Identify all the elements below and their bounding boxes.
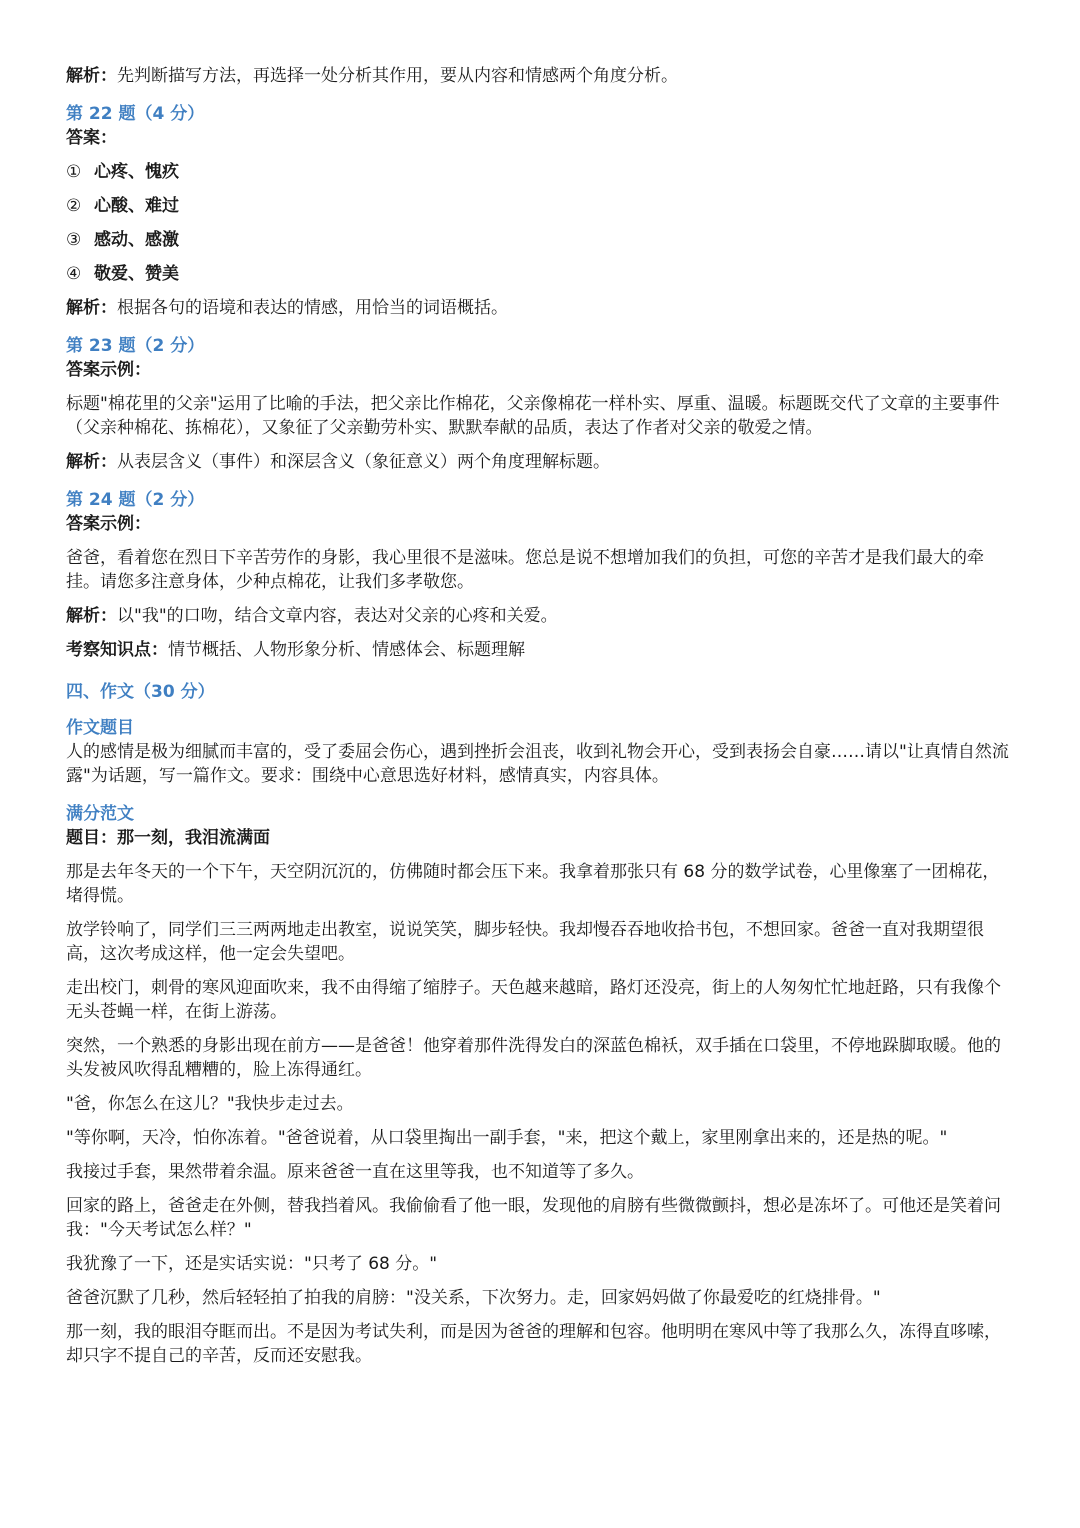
q22-item <box>66 262 1014 286</box>
q23-answer-text: 标题"棉花里的父亲"运用了比喻的手法，把父亲比作棉花，父亲像棉花一样朴实、厚重、温暖。标题既交代了文章的主要事件（父亲种棉花、拣棉花），又象征了父亲勤劳朴实、默默奉献的品质，表达了作者对父亲的敬爱之情。 <box>66 394 1000 438</box>
item-text: 心酸、难过 <box>94 196 179 216</box>
essay-paragraph: "爸，你怎么在这儿？"我快步走过去。 <box>66 1094 354 1114</box>
knowledge-text: 情节概括、人物形象分析、情感体会、标题理解 <box>168 640 525 660</box>
item-text: 心疼、愧疚 <box>94 162 179 182</box>
essay-paragraph: 爸爸沉默了几秒，然后轻轻拍了拍我的肩膀："没关系，下次努力。走，回家妈妈做了你最爱吃的红烧排骨。" <box>66 1288 881 1308</box>
essay-paragraph: 那一刻，我的眼泪夺眶而出。不是因为考试失利，而是因为爸爸的理解和包容。他明明在寒风中等了我那么久，冻得直哆嗦，却只字不提自己的辛苦，反而还安慰我。 <box>66 1322 1001 1366</box>
q23-analysis <box>66 450 1014 474</box>
essay-paragraph: "等你啊，天冷，怕你冻着。"爸爸说着，从口袋里掏出一副手套，"来，把这个戴上，家里刚拿出来的，还是热的呢。" <box>66 1128 948 1148</box>
q22-item <box>66 160 1014 184</box>
item-text: 敬爱、赞美 <box>94 264 179 284</box>
analysis-label: 解析： <box>66 452 117 472</box>
analysis-label: 解析： <box>66 606 117 626</box>
essay-paragraph: 突然，一个熟悉的身影出现在前方——是爸爸！他穿着那件洗得发白的深蓝色棉袄，双手插在口袋里，不停地跺脚取暖。他的头发被风吹得乱糟糟的，脸上冻得通红。 <box>66 1036 1001 1080</box>
q24-knowledge-points <box>66 638 1014 662</box>
analysis-label: 解析： <box>66 66 117 86</box>
q22-heading: 第 22 题（4 分） <box>66 104 205 124</box>
essay-paragraph: 放学铃响了，同学们三三两两地走出教室，说说笑笑，脚步轻快。我却慢吞吞地收拾书包，不想回家。爸爸一直对我期望很高，这次考成这样，他一定会失望吧。 <box>66 920 984 964</box>
item-number: ② <box>66 196 82 216</box>
analysis-label: 解析： <box>66 298 117 318</box>
item-number: ① <box>66 162 82 182</box>
essay-paragraph: 我犹豫了一下，还是实话实说："只考了 68 分。" <box>66 1254 438 1274</box>
item-number: ④ <box>66 264 82 284</box>
q24-analysis <box>66 604 1014 628</box>
essay-prompt-heading: 作文题目 <box>66 718 134 738</box>
model-essay-title: 题目：那一刻，我泪流满面 <box>66 828 270 848</box>
q22-answer-label: 答案： <box>66 128 117 148</box>
item-text: 感动、感激 <box>94 230 179 250</box>
essay-paragraph: 那是去年冬天的一个下午，天空阴沉沉的，仿佛随时都会压下来。我拿着那张只有 68 分的数学试卷，心里像塞了一团棉花，堵得慌。 <box>66 862 1000 906</box>
essay-paragraph: 走出校门，刺骨的寒风迎面吹来，我不由得缩了缩脖子。天色越来越暗，路灯还没亮，街上的人匆匆忙忙地赶路，只有我像个无头苍蝇一样，在街上游荡。 <box>66 978 1001 1022</box>
q23-heading: 第 23 题（2 分） <box>66 336 205 356</box>
q24-answer-label: 答案示例： <box>66 514 151 534</box>
analysis-text: 根据各句的语境和表达的情感，用恰当的词语概括。 <box>117 298 508 318</box>
essay-paragraph: 我接过手套，果然带着余温。原来爸爸一直在这里等我，也不知道等了多久。 <box>66 1162 644 1182</box>
q23-answer-label: 答案示例： <box>66 360 151 380</box>
q22-item <box>66 228 1014 252</box>
model-essay-heading: 满分范文 <box>66 804 134 824</box>
item-number: ③ <box>66 230 82 250</box>
essay-prompt-text: 人的感情是极为细腻而丰富的，受了委屈会伤心，遇到挫折会沮丧，收到礼物会开心，受到表扬会自豪……请以"让真情自然流露"为话题，写一篇作文。要求：围绕中心意思选好材料，感情真实，内容具体。 <box>66 742 1009 786</box>
q22-item <box>66 194 1014 218</box>
q22-analysis <box>66 296 1014 320</box>
q24-heading: 第 24 题（2 分） <box>66 490 205 510</box>
q24-answer-text: 爸爸，看着您在烈日下辛苦劳作的身影，我心里很不是滋味。您总是说不想增加我们的负担，可您的辛苦才是我们最大的牵挂。请您多注意身体，少种点棉花，让我们多孝敬您。 <box>66 548 984 592</box>
analysis-text: 以"我"的口吻，结合文章内容，表达对父亲的心疼和关爱。 <box>117 606 558 626</box>
analysis-text: 先判断描写方法，再选择一处分析其作用，要从内容和情感两个角度分析。 <box>117 66 678 86</box>
section4-heading: 四、作文（30 分） <box>66 682 215 702</box>
analysis-text: 从表层含义（事件）和深层含义（象征意义）两个角度理解标题。 <box>117 452 610 472</box>
top-analysis <box>66 64 1014 88</box>
knowledge-label: 考察知识点： <box>66 640 168 660</box>
essay-paragraph: 回家的路上，爸爸走在外侧，替我挡着风。我偷偷看了他一眼，发现他的肩膀有些微微颤抖，想必是冻坏了。可他还是笑着问我："今天考试怎么样？" <box>66 1196 1001 1240</box>
